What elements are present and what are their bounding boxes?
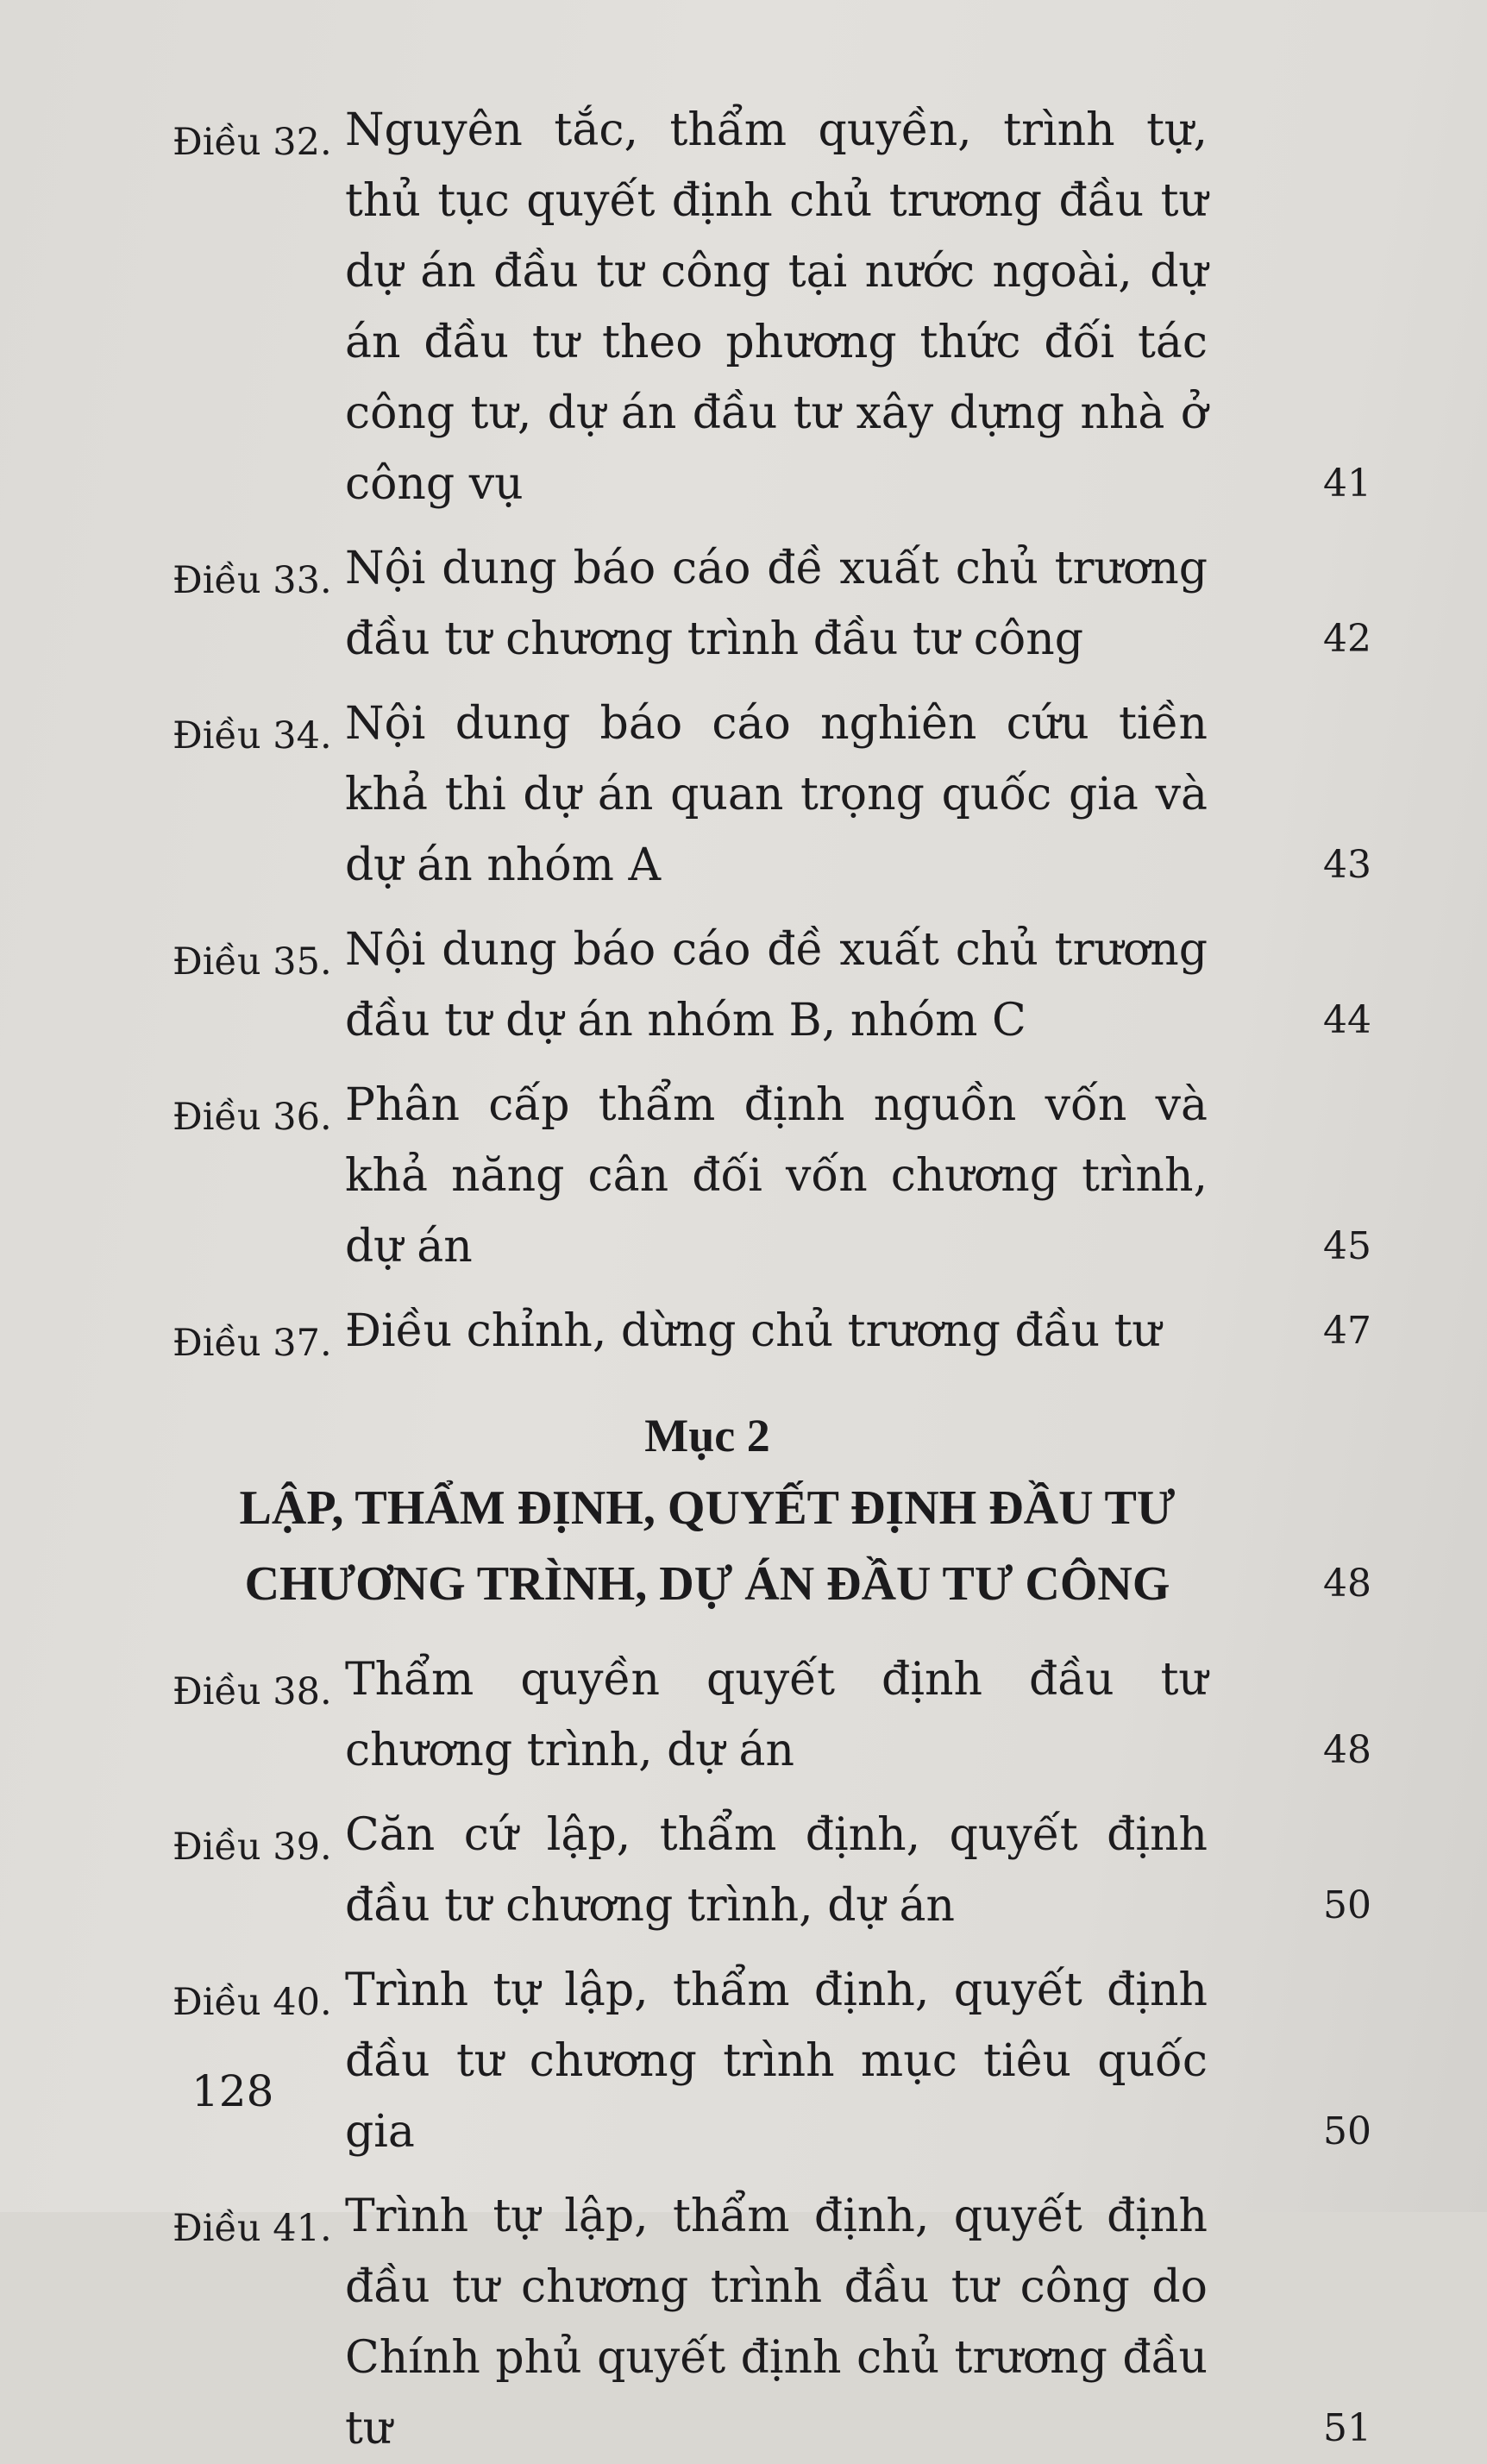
toc-entry-dieu-36 — [173, 1070, 1397, 1282]
entry-label: Điều 36. — [173, 1096, 332, 1139]
table-of-contents — [173, 95, 1397, 2464]
entry-page-number: 41 — [1323, 462, 1371, 506]
entry-page-number: 50 — [1323, 1883, 1371, 1927]
section-heading — [173, 1401, 1371, 1622]
section-label: Mục 2 — [644, 1410, 770, 1461]
entry-title: Nguyên tắc, thẩm quyền, trình tự, thủ tục quyết định chủ trương đầu tư dự án đầu tư công tại nước ngoài, dự án đầu tư theo phương thức đối tác công tư, dự án đầu tư xây dựng nhà ở công vụ — [345, 104, 1208, 510]
toc-entry-dieu-39 — [173, 1800, 1397, 1941]
page-number-footer: 128 — [191, 2066, 274, 2116]
entry-title: Nội dung báo cáo nghiên cứu tiền khả thi dự án quan trọng quốc gia và dự án nhóm A — [345, 698, 1208, 891]
entry-page-number: 50 — [1323, 2109, 1371, 2153]
entry-label: Điều 41. — [173, 2207, 332, 2250]
section-title-line-2: CHƯƠNG TRÌNH, DỰ ÁN ĐẦU TƯ CÔNG — [244, 1557, 1170, 1611]
entry-label: Điều 38. — [173, 1670, 332, 1713]
toc-entry-dieu-35 — [173, 915, 1397, 1056]
entry-page-number: 43 — [1323, 843, 1371, 887]
entry-label: Điều 40. — [173, 1981, 332, 2024]
entry-label: Điều 34. — [173, 714, 332, 757]
entry-page-number: 42 — [1323, 617, 1371, 661]
entry-label: Điều 32. — [173, 121, 332, 164]
entry-label: Điều 35. — [173, 940, 332, 984]
entry-title: Điều chỉnh, dừng chủ trương đầu tư — [345, 1305, 1162, 1357]
entry-title: Trình tự lập, thẩm định, quyết định đầu tư chương trình mục tiêu quốc gia — [345, 1964, 1208, 2158]
entry-page-number: 51 — [1323, 2406, 1371, 2450]
entry-title: Căn cứ lập, thẩm định, quyết định đầu tư chương trình, dự án — [345, 1809, 1208, 1932]
entry-page-number: 44 — [1323, 998, 1371, 1042]
entries-after-section — [173, 1644, 1397, 2464]
entry-page-number: 47 — [1323, 1309, 1371, 1353]
section-title-line-1: LẬP, THẨM ĐỊNH, QUYẾT ĐỊNH ĐẦU TƯ — [239, 1481, 1176, 1535]
section-page-number: 48 — [1323, 1562, 1371, 1606]
entry-page-number: 48 — [1323, 1728, 1371, 1772]
toc-entry-dieu-33 — [173, 533, 1397, 675]
entry-page-number: 45 — [1323, 1224, 1371, 1268]
entry-label: Điều 33. — [173, 559, 332, 602]
toc-entry-dieu-41 — [173, 2181, 1397, 2464]
entry-title: Phân cấp thẩm định nguồn vốn và khả năng cân đối vốn chương trình, dự án — [345, 1079, 1208, 1273]
entry-label: Điều 37. — [173, 1322, 332, 1365]
entry-label: Điều 39. — [173, 1826, 332, 1869]
entry-title: Thẩm quyền quyết định đầu tư chương trình, dự án — [345, 1654, 1208, 1776]
toc-entry-dieu-38 — [173, 1644, 1397, 1786]
entry-title: Nội dung báo cáo đề xuất chủ trương đầu tư dự án nhóm B, nhóm C — [345, 924, 1208, 1047]
toc-entry-dieu-37 — [173, 1296, 1397, 1367]
toc-entry-dieu-40 — [173, 1955, 1397, 2167]
toc-entry-dieu-34 — [173, 688, 1397, 901]
entry-title: Trình tự lập, thẩm định, quyết định đầu tư chương trình đầu tư công do Chính phủ quyết định chủ trương đầu tư — [345, 2191, 1208, 2455]
entry-title: Nội dung báo cáo đề xuất chủ trương đầu tư chương trình đầu tư công — [345, 543, 1208, 665]
toc-entry-dieu-32 — [173, 95, 1397, 519]
entries-before-section — [173, 95, 1397, 1367]
